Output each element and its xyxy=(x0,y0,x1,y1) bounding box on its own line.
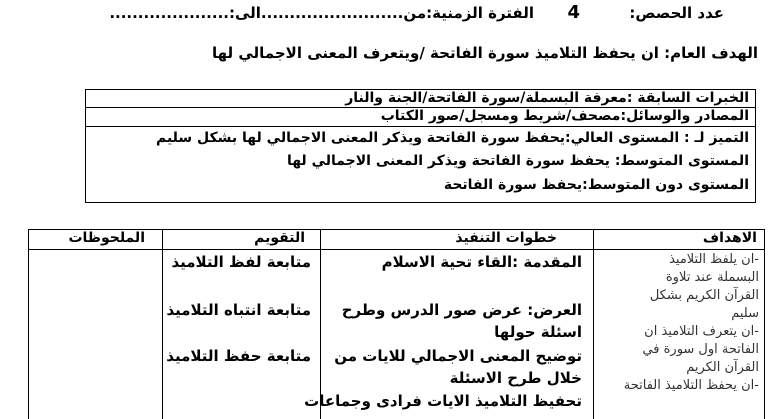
goal-line: -ان يلفظ التلاميذ xyxy=(669,252,759,267)
header-goals: الاهداف xyxy=(702,230,757,246)
step-line: تحفيظ التلاميذ الايات فرادى وجماعات xyxy=(304,392,582,410)
table-border xyxy=(28,229,29,419)
info-box xyxy=(85,89,756,203)
goal-line: -ان يتعرف التلاميذ ان xyxy=(644,324,759,339)
goal-line: -ان يحفظ التلاميذ الفاتحة xyxy=(623,378,759,393)
info-row-divider xyxy=(86,126,755,127)
evaluation-line: متابعة لفظ التلاميذ xyxy=(171,253,311,271)
column-divider xyxy=(320,229,321,419)
header-evaluation: التقويم xyxy=(254,230,305,246)
general-goal: الهدف العام: ان يحفظ التلاميذ سورة الفاتحة /ويتعرف المعنى الاجمالي لها xyxy=(211,44,758,62)
goal-line: سليم xyxy=(731,306,759,321)
column-divider xyxy=(593,229,594,419)
differentiation-mid: المستوى المتوسط: يحفظ سورة الفاتحة ويذكر المعنى الاجمالي لها xyxy=(286,153,749,169)
header-notes: الملحوظات xyxy=(68,230,145,246)
column-divider xyxy=(162,229,163,419)
goal-line: الفاتحة اول سورة في xyxy=(642,342,759,357)
step-line: اسئلة حولها xyxy=(494,323,582,341)
sessions-value: 4 xyxy=(567,2,580,23)
header-steps: خطوات التنفيذ xyxy=(455,230,557,246)
goal-line: القرآن الكريم xyxy=(686,360,759,375)
step-line: العرض: عرض صور الدرس وطرح xyxy=(341,301,582,319)
evaluation-line: متابعة انتباه التلاميذ xyxy=(166,301,311,319)
table-border xyxy=(764,229,765,419)
goal-line: القرآن الكريم بشكل xyxy=(649,288,759,303)
lesson-table xyxy=(28,229,765,419)
prior-knowledge: الخبرات السابقة :معرفة البسملة/سورة الفاتحة/الجنة والنار xyxy=(345,90,749,106)
differentiation-high: التميز لـ : المستوى العالي:يحفظ سورة الفاتحة ويذكر المعنى الاجمالي لها بشكل سليم xyxy=(155,130,749,146)
resources: المصادر والوسائل:مصحف/شريط ومسجل/صور الكتاب xyxy=(380,108,749,124)
time-period: الفترة الزمنية:من.........................الى:..................... xyxy=(109,4,534,22)
step-line: خلال طرح الاسئلة xyxy=(449,369,582,387)
evaluation-line: متابعة حفظ التلاميذ xyxy=(166,347,311,365)
differentiation-low: المستوى دون المتوسط:يحفظ سورة الفاتحة xyxy=(443,177,749,193)
sessions-label: عدد الحصص: xyxy=(629,4,724,22)
goal-line: البسملة عند تلاوة xyxy=(665,270,759,285)
table-header-divider xyxy=(28,249,765,250)
step-line: توضيح المعنى الاجمالي للايات من xyxy=(334,347,582,365)
step-line: المقدمة :القاء تحية الاسلام xyxy=(381,253,582,271)
